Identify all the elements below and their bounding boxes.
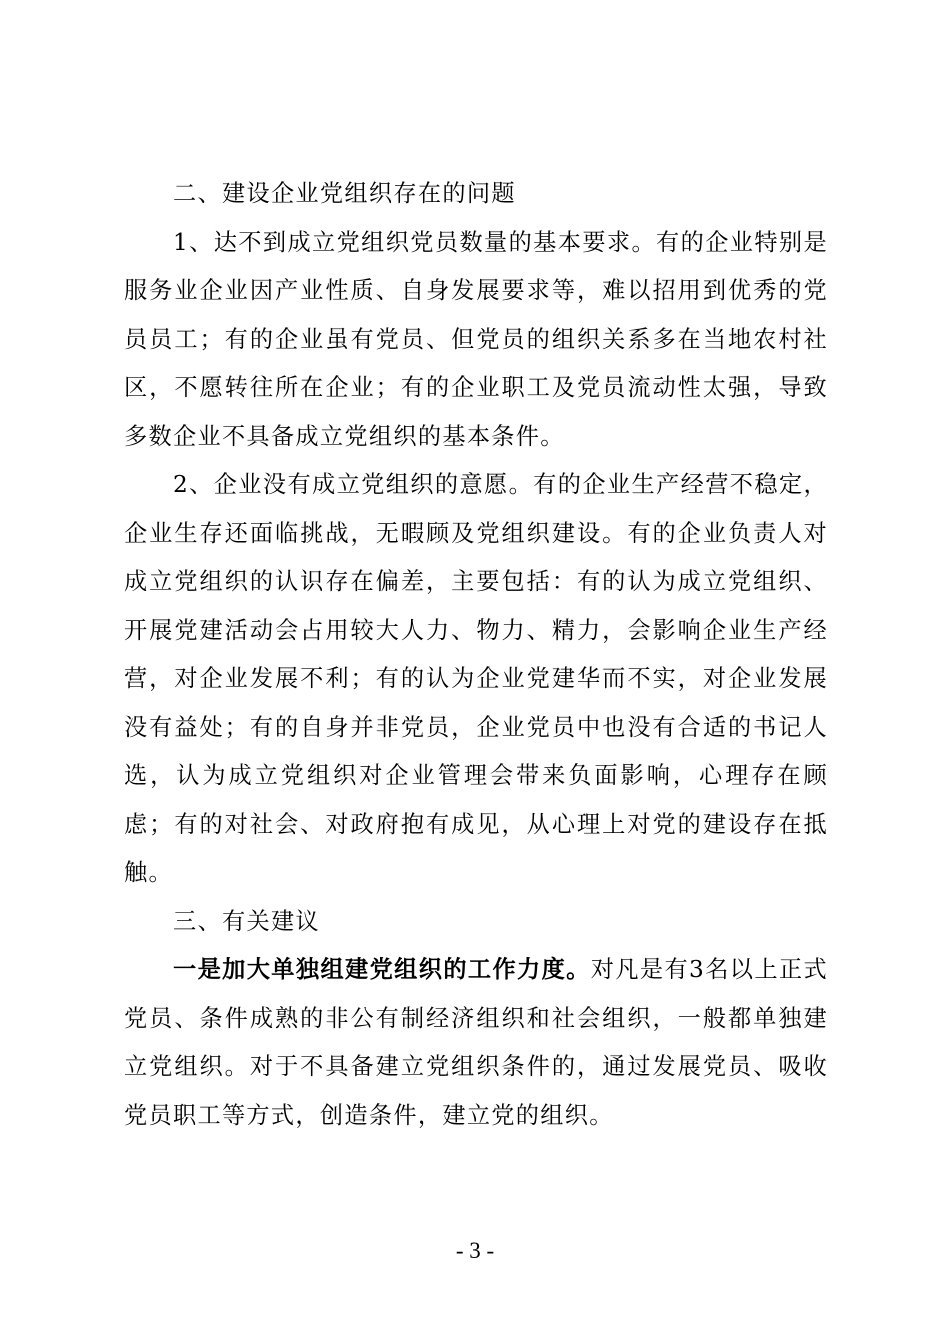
page-number: - 3 -	[455, 1238, 495, 1263]
section-heading-problems: 二、建设企业党组织存在的问题	[173, 180, 516, 207]
paragraph-2: 2、企业没有成立党组织的意愿。有的企业生产经营不稳定，企业生存还面临挑战，无暇顾及党组织建设。有的企业负责人对成立党组织的认识存在偏差，主要包括：有的认为成立党组织、开展党建活动会占用较大人力、物力、精力，会影响企业生产经营，对企业发展不利；有的认为企业党建华而不实，对企业发展没有益处；有的自身并非党员，企业党员中也没有合适的书记人选，认为成立党组织对企业管理会带来负面影响，心理存在顾虑；有的对社会、对政府抱有成见，从心理上对党的建设存在抵触。	[124, 471, 828, 886]
paragraph-1: 1、达不到成立党组织党员数量的基本要求。有的企业特别是服务业企业因产业性质、自身发展要求等，难以招用到优秀的党员员工；有的企业虽有党员、但党员的组织关系多在当地农村社区，不愿转往所在企业；有的企业职工及党员流动性太强，导致多数企业不具备成立党组织的基本条件。	[124, 228, 828, 450]
paragraph-3-lead: 一是加大单独组建党组织的工作力度。	[173, 956, 591, 983]
paragraph-3	[124, 946, 828, 1140]
section-heading-suggestions: 三、有关建议	[173, 907, 320, 935]
paragraph-3-text: 对凡是有3名以上正式党员、条件成熟的非公有制经济组织和社会组织，一般都单独建立党组织。对于不具备建立党组织条件的，通过发展党员、吸收党员职工等方式，创造条件，建立党的组织。	[124, 956, 828, 1129]
document-body	[124, 170, 828, 1140]
